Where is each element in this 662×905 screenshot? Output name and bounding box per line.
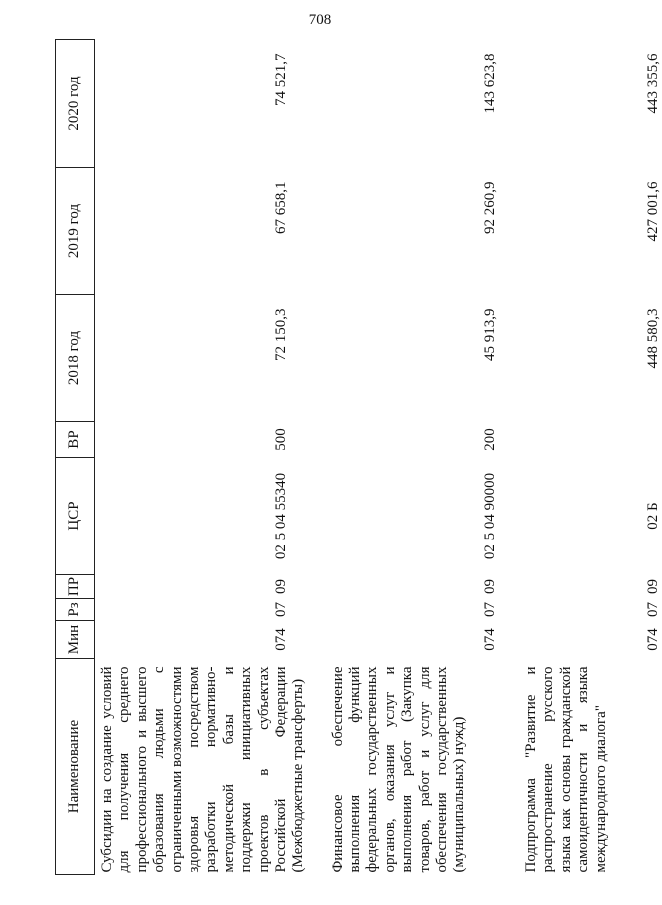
row-2019: 427 001,6 [645,181,662,242]
header-2020: 2020 год [56,40,95,168]
header-csr: ЦСР [56,458,95,575]
row-pr: 09 [273,579,289,594]
header-min: Мин [56,621,95,659]
row-pr: 09 [481,579,498,594]
row-csr: 02 5 04 90000 [481,472,498,560]
row-pr: 09 [645,579,662,594]
row-min: 074 [481,628,498,651]
header-name: Наименование [56,659,95,875]
table-row [95,40,326,875]
table-row [519,40,662,875]
row-min: 074 [645,628,662,651]
budget-table-sheet [55,40,662,875]
row-2018: 45 913,9 [481,308,498,361]
row-vr [519,422,662,458]
row-name: Подпрограмма "Развитие и распространение русского языка как основы гражданской самоидентичности и языка международного диалога" [523,666,609,873]
header-rz: Рз [56,599,95,621]
header-2018: 2018 год [56,295,95,422]
row-rz: 07 [273,602,289,617]
row-vr: 500 [273,428,289,451]
row-csr: 02 Б [645,502,662,530]
row-2019: 67 658,1 [273,181,289,234]
row-2019: 92 260,9 [481,181,498,234]
row-2020: 443 355,6 [645,53,662,114]
row-csr: 02 5 04 55340 [273,472,289,560]
table-row [326,40,519,875]
row-2018: 72 150,3 [273,308,289,361]
row-2020: 143 623,8 [481,53,498,114]
table-header-row [56,40,95,875]
row-vr: 200 [481,428,498,451]
header-2019: 2019 год [56,168,95,295]
row-rz: 07 [481,602,498,617]
row-name: Субсидии на создание условий для получения среднего профессионального и высшего образования людьми с ограниченными возможностями здоровья посредством разработки нормативно-методической базы и поддержки инициативных проектов в субъектах Российской Федерации (Межбюджетные трансферты) [99,666,307,873]
row-2020: 74 521,7 [273,53,289,106]
row-2018: 448 580,3 [645,308,662,369]
row-rz: 07 [645,602,662,617]
page-number: 708 [308,12,332,28]
header-pr: ПР [56,575,95,599]
row-min: 074 [273,628,289,651]
row-name: Финансовое обеспечение выполнения функций федеральных государственных органов, оказания услуг и выполнения работ (Закупка товаров, работ и услуг для обеспечения государственных (муниципальных) нужд) [329,666,468,873]
header-vr: ВР [56,422,95,458]
budget-table [55,39,662,875]
